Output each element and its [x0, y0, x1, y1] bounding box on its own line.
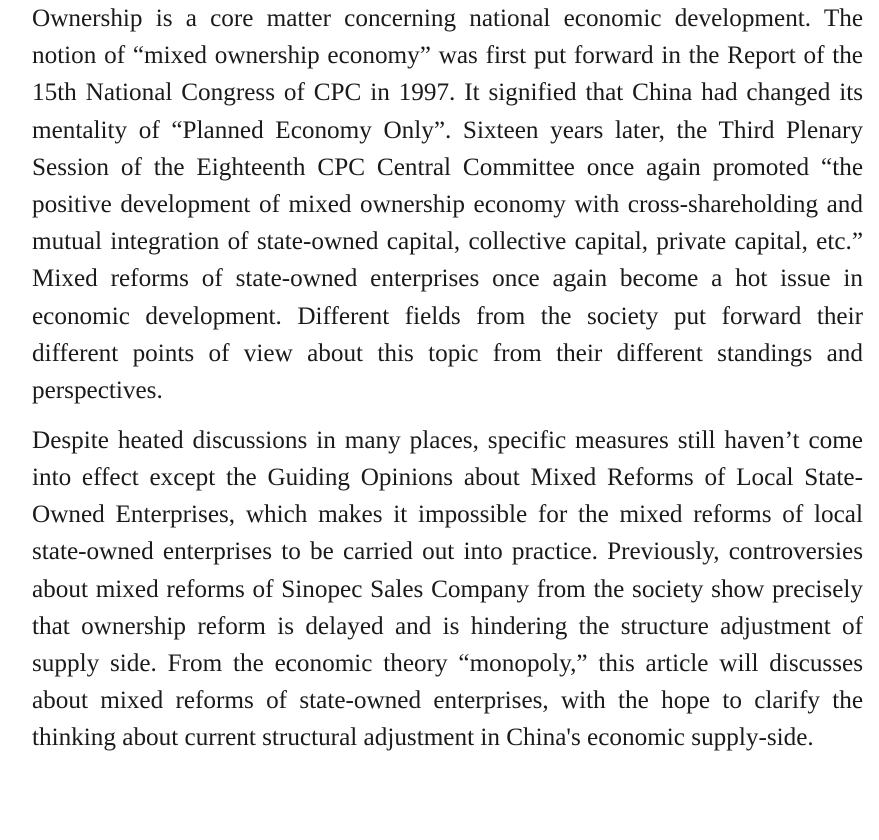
document-body — [32, 0, 863, 757]
paragraph-mixed-reforms-discussion: Despite heated discussions in many places, specific measures still haven’t come into effect except the Guiding Opinions about Mixed Reforms of Local State-Owned Enterprises, which makes it impossible for the mixed reforms of local state-owned enterprises to be carried out into practice. Previously, controversies about mixed reforms of Sinopec Sales Company from the society show precisely that ownership reform is delayed and is hindering the structure adjustment of supply side. From the economic theory “monopoly,” this article will discusses about mixed reforms of state-owned enterprises, with the hope to clarify the thinking about current structural adjustment in China's economic supply-side. — [32, 426, 863, 752]
paragraph-ownership-intro: Ownership is a core matter concerning national economic development. The notion of “mixed ownership economy” was first put forward in the Report of the 15th National Congress of CPC in 1997. It signified that China had changed its mentality of “Planned Economy Only”. Sixteen years later, the Third Plenary Session of the Eighteenth CPC Central Committee once again promoted “the positive development of mixed ownership economy with cross-shareholding and mutual integration of state-owned capital, collective capital, private capital, etc.” Mixed reforms of state-owned enterprises once again become a hot issue in economic development. Different fields from the society put forward their different points of view about this topic from their different standings and perspectives. — [32, 5, 863, 405]
